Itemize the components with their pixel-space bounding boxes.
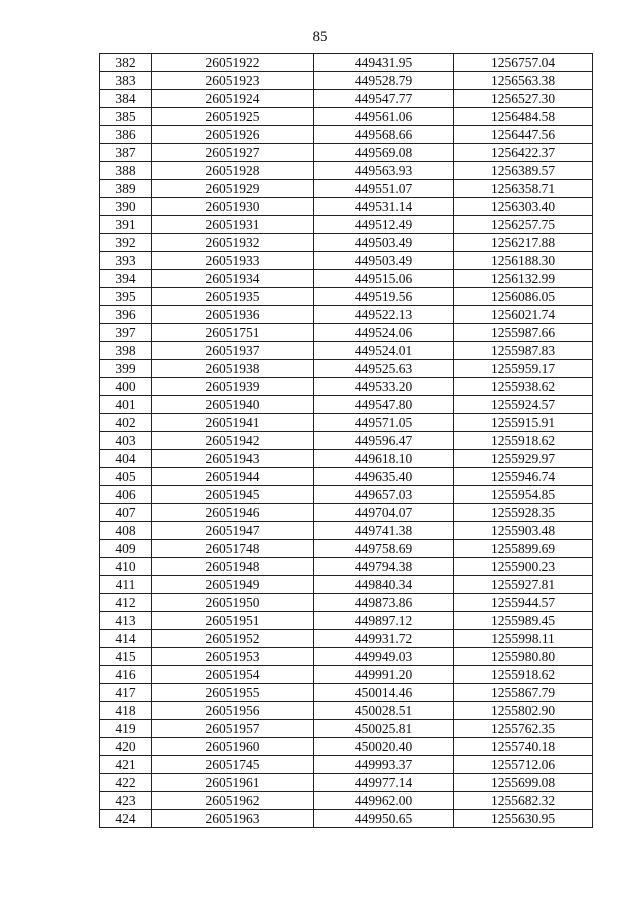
- row-number-cell: 383: [100, 72, 152, 90]
- x-coordinate-cell: 449704.07: [314, 504, 454, 522]
- y-coordinate-cell: 1255915.91: [454, 414, 593, 432]
- y-coordinate-cell: 1255959.17: [454, 360, 593, 378]
- row-number-cell: 388: [100, 162, 152, 180]
- point-id-cell: 26051934: [152, 270, 314, 288]
- table-row: [100, 162, 593, 180]
- y-coordinate-cell: 1255918.62: [454, 432, 593, 450]
- row-number-cell: 416: [100, 666, 152, 684]
- y-coordinate-cell: 1255946.74: [454, 468, 593, 486]
- y-coordinate-cell: 1255802.90: [454, 702, 593, 720]
- point-id-cell: 26051937: [152, 342, 314, 360]
- row-number-cell: 408: [100, 522, 152, 540]
- table-row: [100, 342, 593, 360]
- table-row: [100, 576, 593, 594]
- point-id-cell: 26051942: [152, 432, 314, 450]
- table-row: [100, 558, 593, 576]
- point-id-cell: 26051933: [152, 252, 314, 270]
- point-id-cell: 26051948: [152, 558, 314, 576]
- y-coordinate-cell: 1255929.97: [454, 450, 593, 468]
- row-number-cell: 390: [100, 198, 152, 216]
- x-coordinate-cell: 449977.14: [314, 774, 454, 792]
- row-number-cell: 412: [100, 594, 152, 612]
- row-number-cell: 389: [100, 180, 152, 198]
- x-coordinate-cell: 449571.05: [314, 414, 454, 432]
- x-coordinate-cell: 449741.38: [314, 522, 454, 540]
- row-number-cell: 395: [100, 288, 152, 306]
- table-row: [100, 126, 593, 144]
- y-coordinate-cell: 1255928.35: [454, 504, 593, 522]
- point-id-cell: 26051953: [152, 648, 314, 666]
- row-number-cell: 406: [100, 486, 152, 504]
- point-id-cell: 26051935: [152, 288, 314, 306]
- point-id-cell: 26051947: [152, 522, 314, 540]
- y-coordinate-cell: 1255989.45: [454, 612, 593, 630]
- x-coordinate-cell: 449758.69: [314, 540, 454, 558]
- point-id-cell: 26051940: [152, 396, 314, 414]
- table-row: [100, 306, 593, 324]
- table-row: [100, 108, 593, 126]
- y-coordinate-cell: 1256563.38: [454, 72, 593, 90]
- y-coordinate-cell: 1256086.05: [454, 288, 593, 306]
- y-coordinate-cell: 1255762.35: [454, 720, 593, 738]
- row-number-cell: 410: [100, 558, 152, 576]
- row-number-cell: 403: [100, 432, 152, 450]
- y-coordinate-cell: 1255998.11: [454, 630, 593, 648]
- table-row: [100, 270, 593, 288]
- point-id-cell: 26051748: [152, 540, 314, 558]
- point-id-cell: 26051924: [152, 90, 314, 108]
- y-coordinate-cell: 1256132.99: [454, 270, 593, 288]
- point-id-cell: 26051923: [152, 72, 314, 90]
- table-row: [100, 360, 593, 378]
- x-coordinate-cell: 449503.49: [314, 252, 454, 270]
- table-row: [100, 432, 593, 450]
- row-number-cell: 418: [100, 702, 152, 720]
- x-coordinate-cell: 450020.40: [314, 738, 454, 756]
- x-coordinate-cell: 449563.93: [314, 162, 454, 180]
- row-number-cell: 384: [100, 90, 152, 108]
- x-coordinate-cell: 449897.12: [314, 612, 454, 630]
- row-number-cell: 393: [100, 252, 152, 270]
- table-row: [100, 468, 593, 486]
- y-coordinate-cell: 1256257.75: [454, 216, 593, 234]
- row-number-cell: 401: [100, 396, 152, 414]
- row-number-cell: 396: [100, 306, 152, 324]
- y-coordinate-cell: 1256389.57: [454, 162, 593, 180]
- table-row: [100, 450, 593, 468]
- x-coordinate-cell: 449515.06: [314, 270, 454, 288]
- table-row: [100, 198, 593, 216]
- y-coordinate-cell: 1255699.08: [454, 774, 593, 792]
- table-row: [100, 792, 593, 810]
- table-row: [100, 810, 593, 828]
- x-coordinate-cell: 449533.20: [314, 378, 454, 396]
- x-coordinate-cell: 449568.66: [314, 126, 454, 144]
- y-coordinate-cell: 1256303.40: [454, 198, 593, 216]
- point-id-cell: 26051950: [152, 594, 314, 612]
- row-number-cell: 399: [100, 360, 152, 378]
- x-coordinate-cell: 449524.06: [314, 324, 454, 342]
- y-coordinate-cell: 1256358.71: [454, 180, 593, 198]
- table-row: [100, 756, 593, 774]
- table-row: [100, 486, 593, 504]
- page-number: 85: [312, 29, 328, 45]
- x-coordinate-cell: 449618.10: [314, 450, 454, 468]
- x-coordinate-cell: 450014.46: [314, 684, 454, 702]
- y-coordinate-cell: 1255903.48: [454, 522, 593, 540]
- point-id-cell: 26051961: [152, 774, 314, 792]
- x-coordinate-cell: 449524.01: [314, 342, 454, 360]
- table-row: [100, 684, 593, 702]
- point-id-cell: 26051952: [152, 630, 314, 648]
- x-coordinate-cell: 449873.86: [314, 594, 454, 612]
- x-coordinate-cell: 449931.72: [314, 630, 454, 648]
- y-coordinate-cell: 1256217.88: [454, 234, 593, 252]
- row-number-cell: 397: [100, 324, 152, 342]
- point-id-cell: 26051936: [152, 306, 314, 324]
- table-row: [100, 90, 593, 108]
- row-number-cell: 402: [100, 414, 152, 432]
- x-coordinate-cell: 449635.40: [314, 468, 454, 486]
- x-coordinate-cell: 449512.49: [314, 216, 454, 234]
- point-id-cell: 26051956: [152, 702, 314, 720]
- row-number-cell: 422: [100, 774, 152, 792]
- row-number-cell: 417: [100, 684, 152, 702]
- y-coordinate-cell: 1255987.83: [454, 342, 593, 360]
- y-coordinate-cell: 1256757.04: [454, 54, 593, 72]
- point-id-cell: 26051963: [152, 810, 314, 828]
- point-id-cell: 26051946: [152, 504, 314, 522]
- x-coordinate-cell: 449431.95: [314, 54, 454, 72]
- coordinates-table: [99, 53, 593, 828]
- point-id-cell: 26051945: [152, 486, 314, 504]
- y-coordinate-cell: 1255927.81: [454, 576, 593, 594]
- table-row: [100, 774, 593, 792]
- point-id-cell: 26051927: [152, 144, 314, 162]
- point-id-cell: 26051928: [152, 162, 314, 180]
- row-number-cell: 387: [100, 144, 152, 162]
- table-row: [100, 540, 593, 558]
- y-coordinate-cell: 1255740.18: [454, 738, 593, 756]
- table-row: [100, 666, 593, 684]
- y-coordinate-cell: 1255924.57: [454, 396, 593, 414]
- table-row: [100, 216, 593, 234]
- point-id-cell: 26051925: [152, 108, 314, 126]
- x-coordinate-cell: 449657.03: [314, 486, 454, 504]
- x-coordinate-cell: 450025.81: [314, 720, 454, 738]
- row-number-cell: 392: [100, 234, 152, 252]
- point-id-cell: 26051926: [152, 126, 314, 144]
- point-id-cell: 26051955: [152, 684, 314, 702]
- table-row: [100, 54, 593, 72]
- point-id-cell: 26051954: [152, 666, 314, 684]
- x-coordinate-cell: 449569.08: [314, 144, 454, 162]
- table-row: [100, 180, 593, 198]
- x-coordinate-cell: 449528.79: [314, 72, 454, 90]
- table-row: [100, 72, 593, 90]
- x-coordinate-cell: 449993.37: [314, 756, 454, 774]
- table-row: [100, 594, 593, 612]
- y-coordinate-cell: 1256527.30: [454, 90, 593, 108]
- table-row: [100, 612, 593, 630]
- table-row: [100, 702, 593, 720]
- x-coordinate-cell: 449531.14: [314, 198, 454, 216]
- x-coordinate-cell: 449522.13: [314, 306, 454, 324]
- point-id-cell: 26051745: [152, 756, 314, 774]
- table-row: [100, 648, 593, 666]
- y-coordinate-cell: 1255938.62: [454, 378, 593, 396]
- point-id-cell: 26051962: [152, 792, 314, 810]
- point-id-cell: 26051949: [152, 576, 314, 594]
- x-coordinate-cell: 449840.34: [314, 576, 454, 594]
- x-coordinate-cell: 449525.63: [314, 360, 454, 378]
- y-coordinate-cell: 1256021.74: [454, 306, 593, 324]
- y-coordinate-cell: 1255712.06: [454, 756, 593, 774]
- row-number-cell: 407: [100, 504, 152, 522]
- x-coordinate-cell: 449962.00: [314, 792, 454, 810]
- point-id-cell: 26051939: [152, 378, 314, 396]
- x-coordinate-cell: 449596.47: [314, 432, 454, 450]
- table-row: [100, 504, 593, 522]
- y-coordinate-cell: 1255682.32: [454, 792, 593, 810]
- x-coordinate-cell: 449949.03: [314, 648, 454, 666]
- y-coordinate-cell: 1255630.95: [454, 810, 593, 828]
- table-row: [100, 252, 593, 270]
- y-coordinate-cell: 1256422.37: [454, 144, 593, 162]
- x-coordinate-cell: 449547.77: [314, 90, 454, 108]
- row-number-cell: 404: [100, 450, 152, 468]
- row-number-cell: 423: [100, 792, 152, 810]
- row-number-cell: 421: [100, 756, 152, 774]
- row-number-cell: 414: [100, 630, 152, 648]
- point-id-cell: 26051922: [152, 54, 314, 72]
- row-number-cell: 413: [100, 612, 152, 630]
- row-number-cell: 409: [100, 540, 152, 558]
- table-row: [100, 738, 593, 756]
- x-coordinate-cell: 449561.06: [314, 108, 454, 126]
- y-coordinate-cell: 1255954.85: [454, 486, 593, 504]
- point-id-cell: 26051929: [152, 180, 314, 198]
- table-row: [100, 414, 593, 432]
- point-id-cell: 26051943: [152, 450, 314, 468]
- row-number-cell: 424: [100, 810, 152, 828]
- row-number-cell: 394: [100, 270, 152, 288]
- row-number-cell: 398: [100, 342, 152, 360]
- row-number-cell: 405: [100, 468, 152, 486]
- x-coordinate-cell: 449950.65: [314, 810, 454, 828]
- y-coordinate-cell: 1255944.57: [454, 594, 593, 612]
- table-row: [100, 324, 593, 342]
- table-row: [100, 522, 593, 540]
- table-row: [100, 630, 593, 648]
- x-coordinate-cell: 450028.51: [314, 702, 454, 720]
- point-id-cell: 26051938: [152, 360, 314, 378]
- table-row: [100, 288, 593, 306]
- y-coordinate-cell: 1255900.23: [454, 558, 593, 576]
- coordinates-table-body: [100, 54, 593, 828]
- y-coordinate-cell: 1255867.79: [454, 684, 593, 702]
- x-coordinate-cell: 449551.07: [314, 180, 454, 198]
- x-coordinate-cell: 449547.80: [314, 396, 454, 414]
- point-id-cell: 26051931: [152, 216, 314, 234]
- y-coordinate-cell: 1255980.80: [454, 648, 593, 666]
- point-id-cell: 26051751: [152, 324, 314, 342]
- row-number-cell: 411: [100, 576, 152, 594]
- row-number-cell: 386: [100, 126, 152, 144]
- point-id-cell: 26051957: [152, 720, 314, 738]
- y-coordinate-cell: 1256484.58: [454, 108, 593, 126]
- row-number-cell: 385: [100, 108, 152, 126]
- table-row: [100, 378, 593, 396]
- x-coordinate-cell: 449991.20: [314, 666, 454, 684]
- point-id-cell: 26051932: [152, 234, 314, 252]
- row-number-cell: 400: [100, 378, 152, 396]
- y-coordinate-cell: 1255987.66: [454, 324, 593, 342]
- point-id-cell: 26051941: [152, 414, 314, 432]
- row-number-cell: 415: [100, 648, 152, 666]
- x-coordinate-cell: 449794.38: [314, 558, 454, 576]
- point-id-cell: 26051944: [152, 468, 314, 486]
- table-row: [100, 144, 593, 162]
- row-number-cell: 420: [100, 738, 152, 756]
- y-coordinate-cell: 1255899.69: [454, 540, 593, 558]
- y-coordinate-cell: 1255918.62: [454, 666, 593, 684]
- row-number-cell: 382: [100, 54, 152, 72]
- table-row: [100, 396, 593, 414]
- table-row: [100, 720, 593, 738]
- y-coordinate-cell: 1256188.30: [454, 252, 593, 270]
- x-coordinate-cell: 449503.49: [314, 234, 454, 252]
- row-number-cell: 419: [100, 720, 152, 738]
- point-id-cell: 26051930: [152, 198, 314, 216]
- point-id-cell: 26051960: [152, 738, 314, 756]
- y-coordinate-cell: 1256447.56: [454, 126, 593, 144]
- row-number-cell: 391: [100, 216, 152, 234]
- x-coordinate-cell: 449519.56: [314, 288, 454, 306]
- point-id-cell: 26051951: [152, 612, 314, 630]
- table-row: [100, 234, 593, 252]
